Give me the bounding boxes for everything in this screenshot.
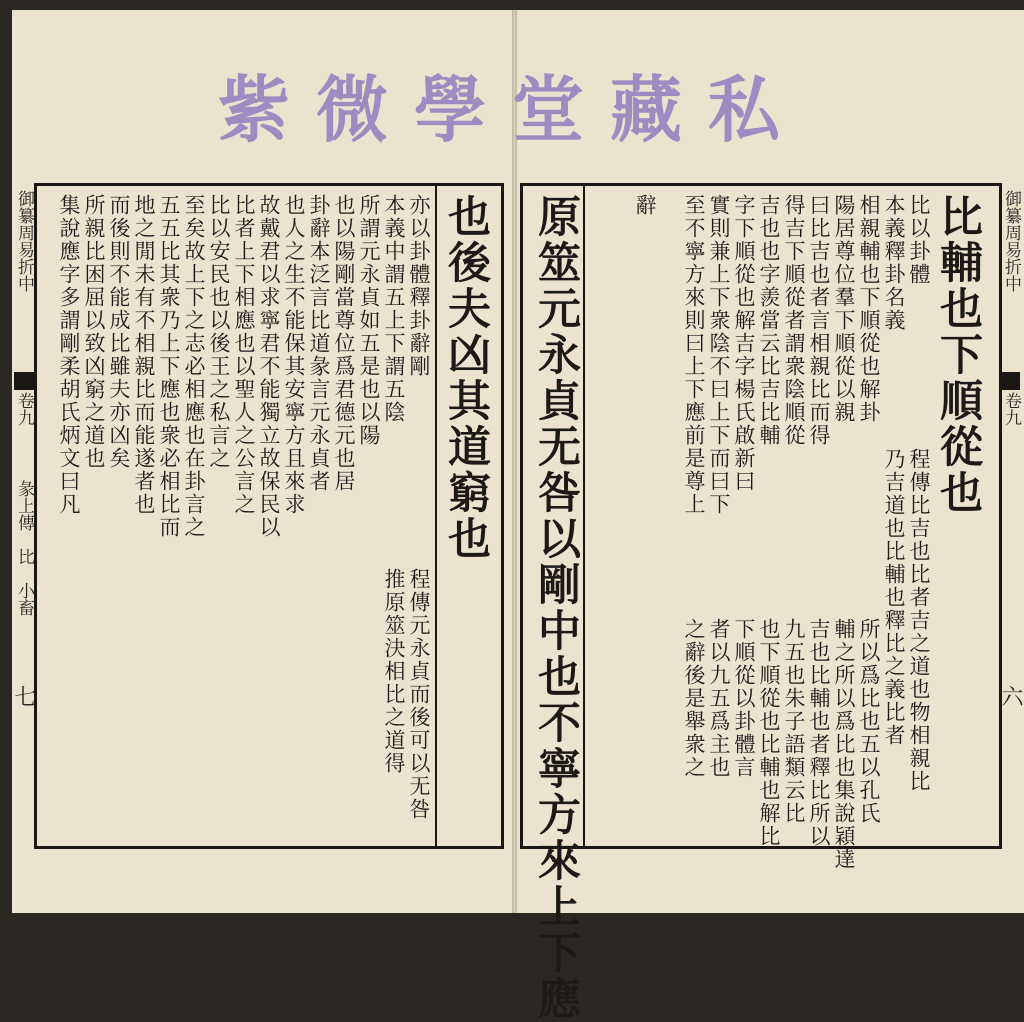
- right-commentary-mid-2: 乃吉道也比輔也釋比之義比者: [882, 448, 906, 747]
- right-main-text-2: 原筮元永貞无咎以剛中也不寧方來上下應: [531, 194, 581, 1022]
- right-commentary-col-5: 曰比吉也者言相親比而得: [807, 194, 831, 447]
- left-commentary-col-11: 五五比其衆乃上下應也衆必相比而: [157, 194, 181, 539]
- right-commentary-col-3: 相親輔也下順從也解卦: [857, 194, 881, 424]
- left-commentary-col-1: 亦以卦體釋卦辭剛: [407, 194, 431, 378]
- left-commentary-col-6: 也人之生不能保其安寧方且來求: [282, 194, 306, 516]
- right-commentary-mid-6: 九五也朱子語類云比: [782, 618, 806, 825]
- left-commentary-tail-2: 推原筮決相比之道得: [382, 568, 406, 775]
- right-commentary-col-10: 至不寧方來則曰上下應前是尊上: [682, 194, 706, 516]
- right-commentary-mid-1: 程傳比吉也比者吉之道也物相親比: [907, 448, 931, 793]
- left-main-text: 也後夫凶其道窮也: [441, 194, 491, 562]
- left-margin-page: 七: [11, 685, 36, 707]
- right-commentary-col-8: 字下順從也解吉字楊氏啟新曰: [732, 194, 756, 493]
- left-commentary-col-10: 至矣故上下之志必相應也在卦言之: [182, 194, 206, 539]
- left-commentary-col-9: 比以安民也以後王之私言之: [207, 194, 231, 470]
- left-commentary-col-13: 而後則不能成比雖夫亦凶矣: [107, 194, 131, 470]
- right-margin-volume: 卷九: [1001, 392, 1021, 426]
- right-commentary-col-7: 吉也也字羨當云比吉比輔: [757, 194, 781, 447]
- left-commentary-col-7: 故戴君以求寧君不能獨立故保民以: [257, 194, 281, 539]
- right-main-text-1: 比輔也下順從也: [933, 194, 983, 516]
- left-commentary-col-5: 卦辭本泛言比道彖言元永貞者: [307, 194, 331, 493]
- right-commentary-col-11: 辭: [633, 194, 657, 217]
- collector-seal: 紫微學堂藏私: [217, 67, 806, 152]
- left-text-frame: [34, 183, 504, 849]
- left-commentary-col-14: 所親比困屈以致凶窮之道也: [82, 194, 106, 470]
- left-commentary-tail-14: 集說應字多謂剛柔胡氏炳文曰凡: [57, 194, 81, 516]
- right-margin-title: 御纂周易折中: [1001, 190, 1021, 292]
- left-margin-title: 御纂周易折中: [14, 190, 34, 292]
- right-commentary-col-6: 得吉下順從者謂衆陰順從: [782, 194, 806, 447]
- right-commentary-col-2: 本義釋卦名義: [882, 194, 906, 332]
- left-margin-volume: 卷九: [14, 392, 34, 426]
- right-commentary-mid-4: 輔之所以爲比也集說穎達: [832, 618, 856, 871]
- right-commentary-col-4: 陽居尊位羣下順從以親: [832, 194, 856, 424]
- left-commentary-col-4: 也以陽剛當尊位爲君德元也居: [332, 194, 356, 493]
- right-commentary-mid-5: 吉也比輔也者釋比所以: [807, 618, 831, 848]
- left-commentary-col-12: 地之閒未有不相親比而能遂者也: [132, 194, 156, 516]
- right-commentary-mid-9: 者以九五爲主也: [707, 618, 731, 779]
- left-commentary-col-2: 本義中謂五上下謂五陰: [382, 194, 406, 424]
- left-margin-section: 彖上傳 比 小畜: [14, 480, 34, 616]
- left-column-rule: [435, 186, 437, 846]
- left-commentary-col-3: 所謂元永貞如五是也以陽: [357, 194, 381, 447]
- right-fish-tail: [1000, 372, 1020, 390]
- left-fish-tail: [14, 372, 34, 390]
- right-commentary-mid-7: 也下順從也比輔也解比: [757, 618, 781, 848]
- right-commentary-col-1: 比以卦體: [907, 194, 931, 286]
- right-commentary-mid-10: 之辭後是舉衆之: [682, 618, 706, 779]
- right-column-rule: [583, 186, 585, 846]
- right-commentary-mid-8: 下順從以卦體言: [732, 618, 756, 779]
- right-commentary-col-9: 實則兼上下衆陰不曰上下而曰下: [707, 194, 731, 516]
- right-margin-page: 六: [998, 685, 1023, 707]
- left-commentary-col-8: 比者上下相應也以聖人之公言之: [232, 194, 256, 516]
- right-text-frame: [520, 183, 1002, 1022]
- right-commentary-mid-3: 所以爲比也五以孔氏: [857, 618, 881, 825]
- left-commentary-tail-1: 程傳元永貞而後可以无咎: [407, 568, 431, 821]
